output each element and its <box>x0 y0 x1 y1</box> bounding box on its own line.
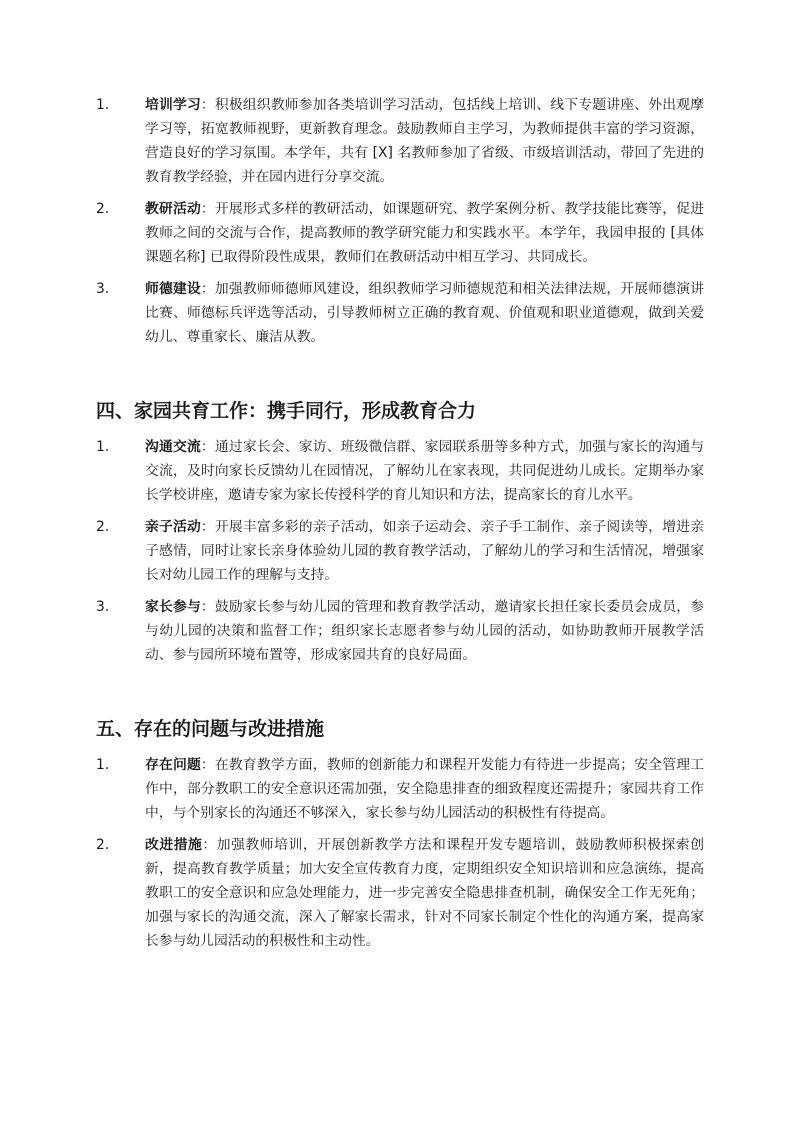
item-number: 2. <box>96 201 110 217</box>
section-heading-problems: 五、存在的问题与改进措施 <box>96 718 325 740</box>
item-term: 改进措施 <box>145 837 203 853</box>
section-heading-home-school: 四、家园共育工作：携手同行，形成教育合力 <box>96 400 477 422</box>
list-item <box>0 435 794 507</box>
item-term: 教研活动 <box>145 201 201 217</box>
item-body: ：鼓励家长参与幼儿园的管理和教育教学活动，邀请家长担任家长委员会成员，参与幼儿园的决策和监督工作；组织家长志愿者参与幼儿园的活动，如协助教师开展教学活动、参与园所环境布置等，形成家园共育的良好局面。 <box>145 599 705 663</box>
item-term: 沟通交流 <box>145 439 201 455</box>
item-term: 师德建设 <box>145 281 201 297</box>
item-number: 1. <box>96 757 110 773</box>
list-item <box>0 93 794 189</box>
item-number: 3. <box>96 281 110 297</box>
item-body: ：加强教师培训，开展创新教学方法和课程开发专题培训，鼓励教师积极探索创新，提高教育教学质量；加大安全宣传教育力度，定期组织安全知识培训和应急演练，提高教职工的安全意识和应急处理能力，进一步完善安全隐患排查机制，确保安全工作无死角；加强与家长的沟通交流，深入了解家长需求，针对不同家长制定个性化的沟通方案，提高家长参与幼儿园活动的积极性和主动性。 <box>145 837 704 949</box>
list-item <box>0 833 794 953</box>
item-number: 2. <box>96 519 110 535</box>
item-paragraph <box>145 515 704 587</box>
item-term: 培训学习 <box>145 97 201 113</box>
item-paragraph <box>145 753 704 825</box>
list-item <box>0 595 794 667</box>
item-body: ：加强教师师德师风建设，组织教师学习师德规范和相关法律法规，开展师德演讲比赛、师德标兵评选等活动，引导教师树立正确的教育观、价值观和职业道德观，做到关爱幼儿、尊重家长、廉洁从教。 <box>145 281 705 345</box>
item-body: ：开展丰富多彩的亲子活动，如亲子运动会、亲子手工制作、亲子阅读等，增进亲子感情，同时让家长亲身体验幼儿园的教育教学活动，了解幼儿的学习和生活情况，增强家长对幼儿园工作的理解与支持。 <box>145 519 705 583</box>
item-number: 2. <box>96 837 110 853</box>
item-paragraph <box>145 277 704 349</box>
list-item <box>0 197 794 269</box>
training-list <box>0 93 794 357</box>
item-term: 亲子活动 <box>145 519 201 535</box>
item-number: 3. <box>96 599 110 615</box>
item-number: 1. <box>96 97 110 113</box>
problems-list <box>0 753 794 961</box>
item-paragraph <box>145 197 704 269</box>
home-school-list <box>0 435 794 675</box>
list-item <box>0 277 794 349</box>
item-body: ：积极组织教师参加各类培训学习活动，包括线上培训、线下专题讲座、外出观摩学习等，拓宽教师视野，更新教育理念。鼓励教师自主学习，为教师提供丰富的学习资源，营造良好的学习氛围。本学年，共有 [X] 名教师参加了省级、市级培训活动，带回了先进的教育教学经验，并在园内进行分享交流。 <box>145 97 705 185</box>
item-paragraph <box>145 93 704 189</box>
item-body: ：开展形式多样的教研活动，如课题研究、教学案例分析、教学技能比赛等，促进教师之间的交流与合作，提高教师的教学研究能力和实践水平。本学年，我园申报的 [具体课题名称] 已取得阶段性成果，教师们在教研活动中相互学习、共同成长。 <box>145 201 705 265</box>
item-body: ：在教育教学方面，教师的创新能力和课程开发能力有待进一步提高；安全管理工作中，部分教职工的安全意识还需加强，安全隐患排查的细致程度还需提升；家园共育工作中，与个别家长的沟通还不够深入，家长参与幼儿园活动的积极性有待提高。 <box>145 757 705 821</box>
item-term: 家长参与 <box>145 599 201 615</box>
item-body: ：通过家长会、家访、班级微信群、家园联系册等多种方式，加强与家长的沟通与交流，及时向家长反馈幼儿在园情况，了解幼儿在家表现，共同促进幼儿成长。定期举办家长学校讲座，邀请专家为家长传授科学的育儿知识和方法，提高家长的育儿水平。 <box>145 439 705 503</box>
list-item <box>0 753 794 825</box>
list-item <box>0 515 794 587</box>
item-paragraph <box>145 595 704 667</box>
item-number: 1. <box>96 439 110 455</box>
item-paragraph <box>145 435 704 507</box>
item-paragraph <box>145 833 704 953</box>
item-term: 存在问题 <box>145 757 201 773</box>
